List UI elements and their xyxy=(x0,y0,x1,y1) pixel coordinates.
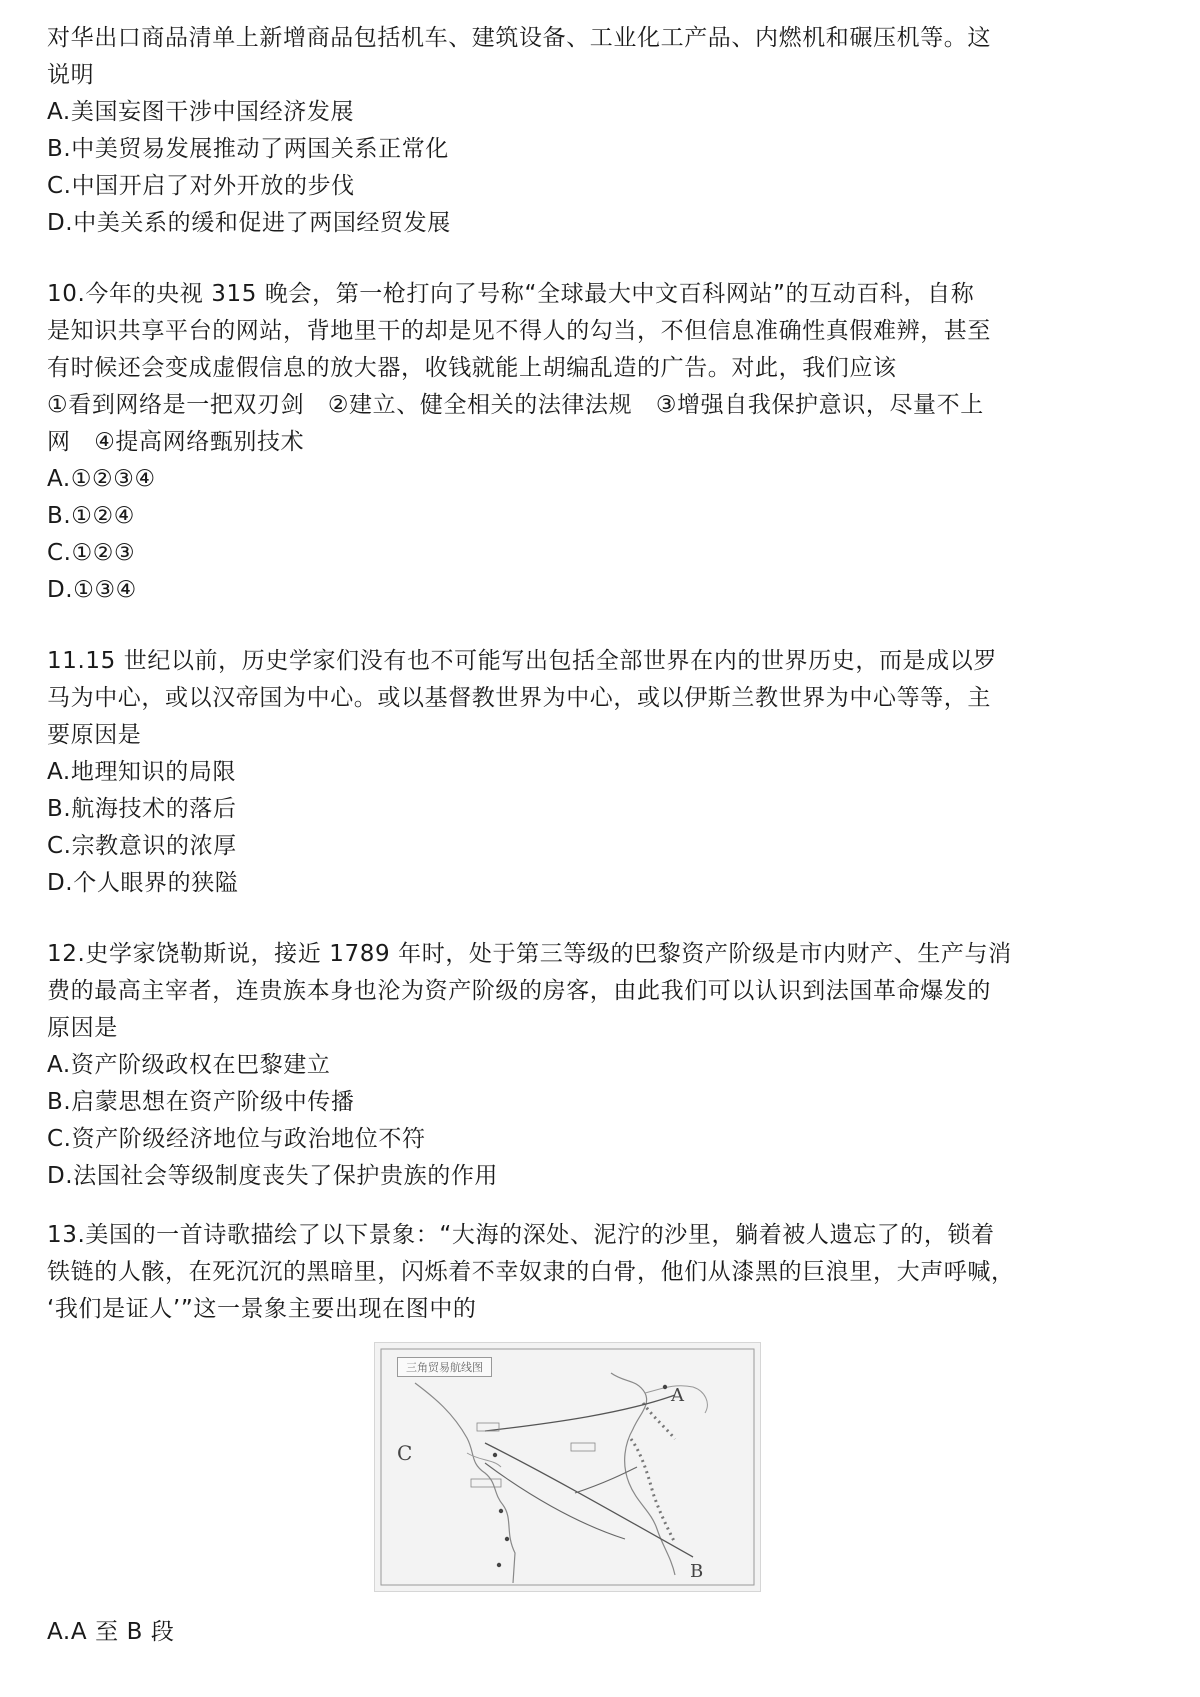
question-stem-line: 11.15 世纪以前，历史学家们没有也不可能写出包括全部世界在内的世界历史，而是成以罗 xyxy=(47,648,997,674)
option-d: D.中美关系的缓和促进了两国经贸发展 xyxy=(47,210,451,236)
map-label-b: B xyxy=(690,1561,704,1582)
option-b: B.①②④ xyxy=(47,503,135,529)
option-c: C.①②③ xyxy=(47,540,136,566)
map-drawing xyxy=(375,1343,760,1591)
question-12-block xyxy=(47,936,1167,1195)
option-a: A.①②③④ xyxy=(47,466,156,492)
question-spacer xyxy=(47,902,1167,936)
question-stem-line: 说明 xyxy=(47,62,95,88)
option-b: B.中美贸易发展推动了两国关系正常化 xyxy=(47,136,449,162)
question-stem-line: 马为中心，或以汉帝国为中心。或以基督教世界为中心，或以伊斯兰教世界为中心等等，主 xyxy=(47,685,991,711)
exam-page xyxy=(47,20,1167,1651)
question-spacer xyxy=(47,609,1167,643)
question-stem-line: 对华出口商品清单上新增商品包括机车、建筑设备、工业化工产品、内燃机和碾压机等。这 xyxy=(47,25,991,51)
question-spacer xyxy=(47,1195,1167,1217)
option-c: C.宗教意识的浓厚 xyxy=(47,833,237,859)
americas-coastline xyxy=(415,1383,515,1583)
question-stem-line: 10.今年的央视 315 晚会，第一枪打向了号称“全球最大中文百科网站”的互动百科，自称 xyxy=(47,281,975,307)
option-c: C.中国开启了对外开放的步伐 xyxy=(47,173,355,199)
question-11-block xyxy=(47,643,1167,902)
option-c: C.资产阶级经济地位与政治地位不符 xyxy=(47,1126,426,1152)
question-stem-line: 有时候还会变成虚假信息的放大器，收钱就能上胡编乱造的广告。对此，我们应该 xyxy=(47,355,897,381)
route-c-to-b xyxy=(485,1443,693,1557)
question-13-block xyxy=(47,1217,1167,1651)
option-d: D.个人眼界的狭隘 xyxy=(47,870,239,896)
question-stem-line: 13.美国的一首诗歌描绘了以下景象：“大海的深处、泥泞的沙里，躺着被人遗忘了的，锁着 xyxy=(47,1222,995,1248)
question-stem-line: 要原因是 xyxy=(47,722,142,748)
question-stem-line: 原因是 xyxy=(47,1015,118,1041)
question-9-block xyxy=(47,20,1167,242)
option-d: D.法国社会等级制度丧失了保护贵族的作用 xyxy=(47,1163,499,1189)
question-stem-line: 12.史学家饶勒斯说，接近 1789 年时，处于第三等级的巴黎资产阶级是市内财产、生产与消 xyxy=(47,941,1012,967)
question-statements-line: ①看到网络是一把双刃剑 ②建立、健全相关的法律法规 ③增强自我保护意识，尽量不上 xyxy=(47,392,984,418)
question-stem-line: 是知识共享平台的网站，背地里干的却是见不得人的勾当，不但信息准确性真假难辨，甚至 xyxy=(47,318,991,344)
question-stem-line: 铁链的人骸，在死沉沉的黑暗里，闪烁着不幸奴隶的白骨，他们从漆黑的巨浪里，大声呼喊， xyxy=(47,1259,1015,1285)
question-statements-line: 网 ④提高网络甄别技术 xyxy=(47,429,305,455)
question-stem-line: ‘我们是证人’”这一景象主要出现在图中的 xyxy=(47,1296,477,1322)
option-a: A.资产阶级政权在巴黎建立 xyxy=(47,1052,331,1078)
question-spacer xyxy=(47,242,1167,276)
question-stem-line: 费的最高主宰者，连贵族本身也沦为资产阶级的房客，由此我们可以认识到法国革命爆发的 xyxy=(47,978,991,1004)
question-10-block xyxy=(47,276,1167,609)
option-a: A.美国妄图干涉中国经济发展 xyxy=(47,99,355,125)
map-label-a: A xyxy=(671,1385,684,1406)
option-a: A.地理知识的局限 xyxy=(47,759,237,785)
option-a: A.A 至 B 段 xyxy=(47,1619,175,1645)
triangular-trade-map xyxy=(374,1342,761,1592)
option-b: B.启蒙思想在资产阶级中传播 xyxy=(47,1089,355,1115)
map-title: 三角贸易航线图 xyxy=(397,1357,492,1377)
option-d: D.①③④ xyxy=(47,577,137,603)
option-b: B.航海技术的落后 xyxy=(47,796,237,822)
map-label-c: C xyxy=(397,1441,413,1465)
